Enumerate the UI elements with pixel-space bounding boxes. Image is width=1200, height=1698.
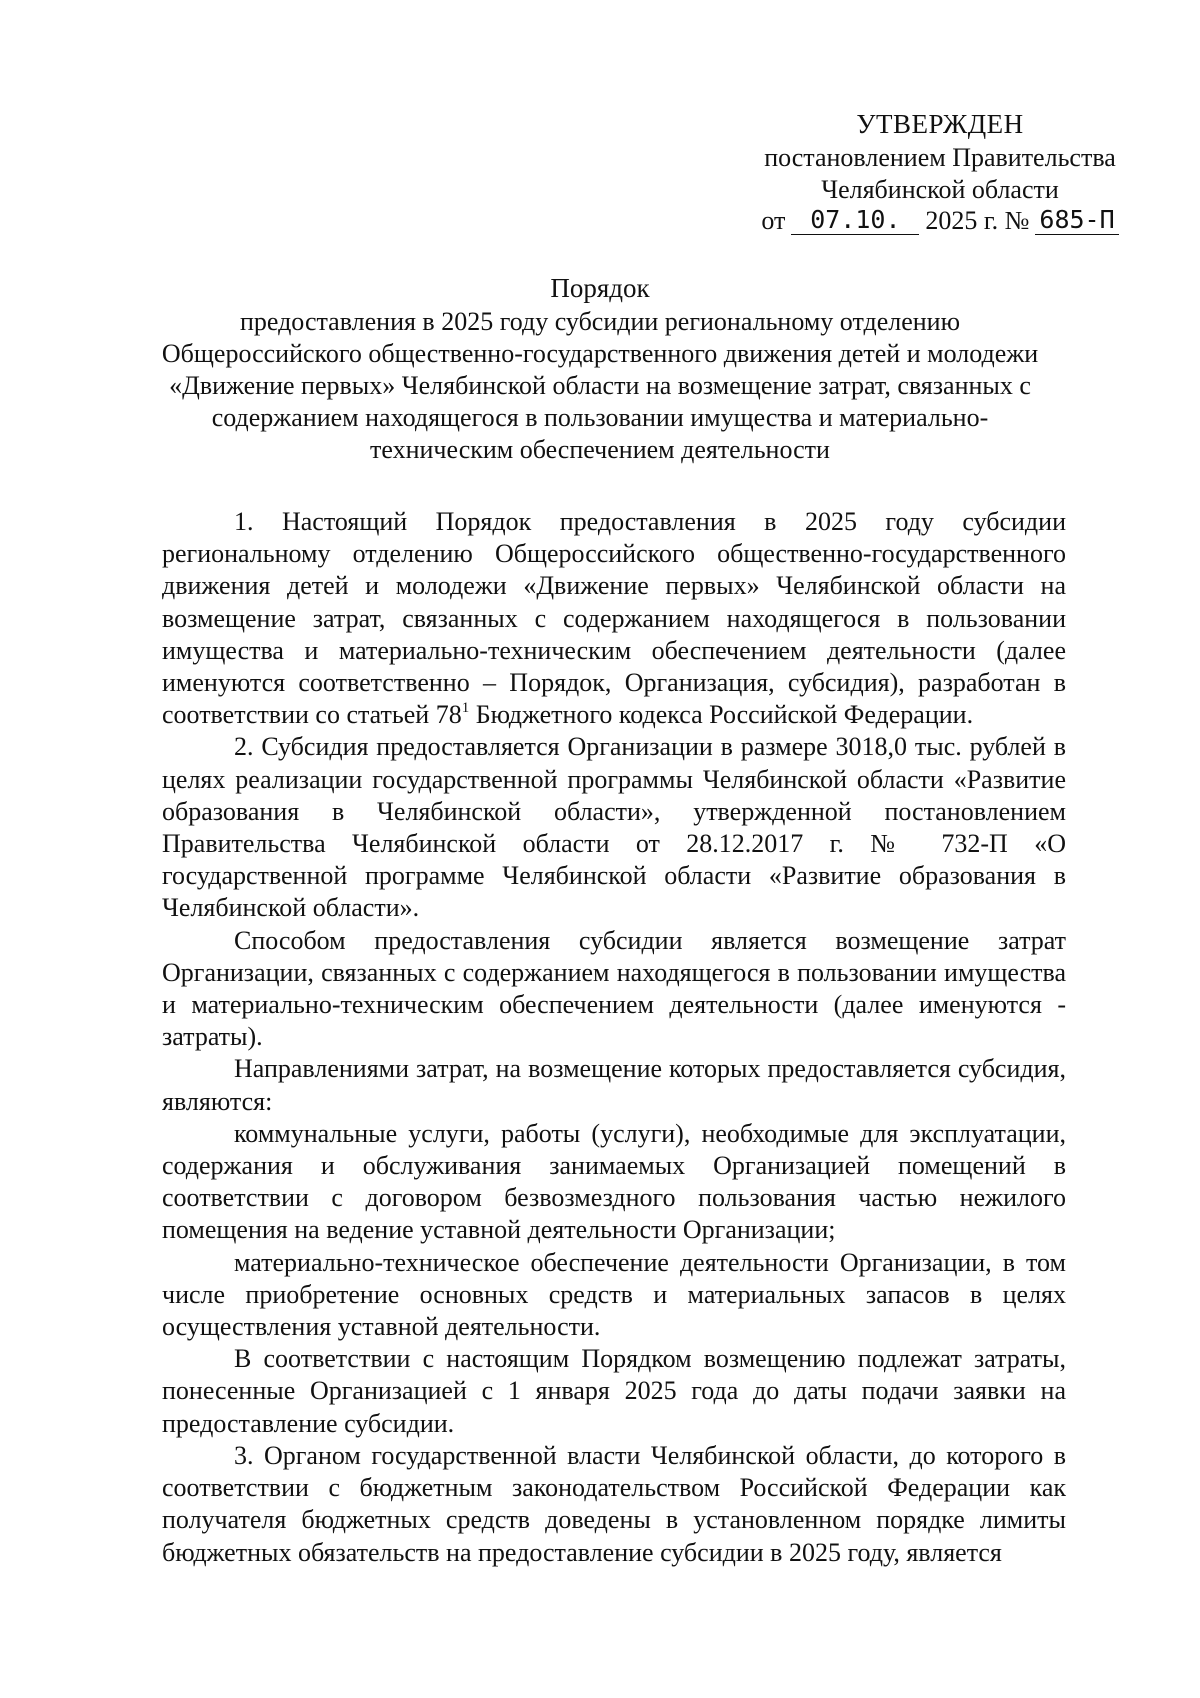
approval-date-value: 07.10.	[791, 206, 919, 235]
paragraph: коммунальные услуги, работы (услуги), необходимые для эксплуатации, содержания и обслуживания занимаемых Организацией помещений в соответствии с договором безвозмездного пользования частью нежилого помещения на ведение уставной деятельности Организации;	[162, 1118, 1066, 1245]
paragraph: 2. Субсидия предоставляется Организации в размере 3018,0 тыс. рублей в целях реализации государственной программы Челябинской области «Развитие образования в Челябинской области», утвержденной постановлением Правительства Челябинской области от 28.12.2017 г. № 732-П «О государственной программе Челябинской области «Развитие образования в Челябинской области».	[162, 732, 1066, 923]
paragraph: В соответствии с настоящим Порядком возмещению подлежат затраты, понесенные Организацией с 1 января 2025 года до даты подачи заявки на предоставление субсидии.	[162, 1344, 1066, 1438]
paragraph: Направлениями затрат, на возмещение которых предоставляется субсидия, являются:	[162, 1054, 1066, 1116]
title-line: «Движение первых» Челябинской области на возмещение затрат, связанных с	[169, 371, 1031, 400]
title-line: Общероссийского общественно-государственного движения детей и молодежи	[161, 339, 1039, 368]
document-title: Порядок	[550, 273, 650, 303]
approval-number-value: 685-П	[1035, 206, 1118, 235]
paragraph: материально-техническое обеспечение деятельности Организации, в том числе приобретение основных средств и материальных запасов в целях осуществления уставной деятельности.	[162, 1247, 1066, 1342]
approval-line-2: Челябинской области	[821, 175, 1059, 204]
title-line: техническим обеспечением деятельности	[370, 435, 830, 464]
paragraph-1-text: 1. Настоящий Порядок предоставления в 2025 году субсидии региональному отделению Общероссийского общественно-государственного движения детей и молодежи «Движение первых» Челябинской области на возмещение затрат, связанных с содержанием находящегося в пользовании имущества и материально-техническим обеспечением деятельности (далее именуются соответственно – Порядок, Организация, субсидия), разработан в соответствии со статьей 78	[162, 507, 1066, 730]
approval-from-label: от	[761, 206, 786, 235]
paragraph-1-tail: Бюджетного кодекса Российской Федерации.	[469, 700, 974, 730]
article-superscript: 1	[461, 699, 470, 716]
paragraph: Способом предоставления субсидии является возмещение затрат Организации, связанных с содержанием находящегося в пользовании имущества и материально-техническим обеспечением деятельности (далее именуются - затраты).	[162, 925, 1066, 1052]
approval-year-text: 2025 г. №	[925, 206, 1030, 235]
title-line: предоставления в 2025 году субсидии региональному отделению	[239, 307, 961, 336]
document-title-block	[150, 272, 1050, 466]
approval-date-line	[740, 206, 1140, 235]
paragraph: 3. Органом государственной власти Челябинской области, до которого в соответствии с бюджетным законодательством Российской Федерации как получателя бюджетных средств доведены в установленном порядке лимиты бюджетных обязательств на предоставление субсидии в 2025 году, является	[162, 1440, 1066, 1567]
paragraph-1	[162, 506, 1066, 731]
approval-title: УТВЕРЖДЕН	[856, 109, 1024, 139]
title-line: содержанием находящегося в пользовании имущества и материально-	[211, 403, 989, 432]
document-body	[162, 506, 1066, 1569]
approval-stamp-block	[740, 108, 1140, 235]
approval-line-1: постановлением Правительства	[764, 143, 1116, 172]
